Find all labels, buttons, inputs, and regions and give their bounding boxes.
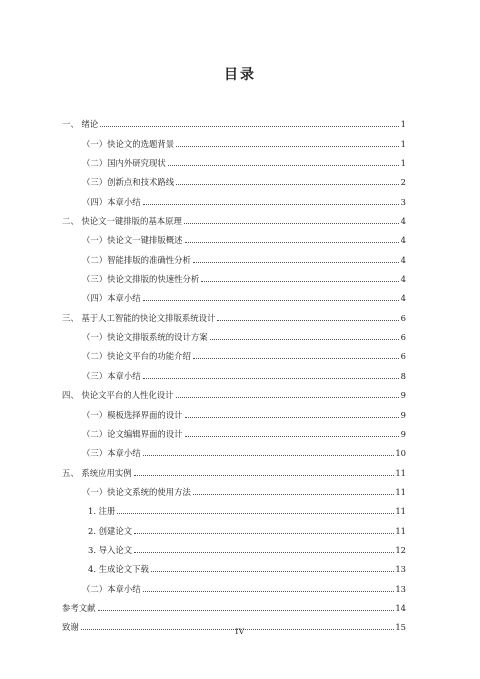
dot-leader (100, 126, 399, 127)
toc-entry[interactable] (62, 478, 406, 497)
toc-entry[interactable] (62, 555, 406, 574)
dot-leader (98, 610, 395, 611)
toc-entry-page-number: 6 (400, 332, 406, 343)
toc-entry[interactable] (62, 245, 406, 264)
toc-entry-label: 参考文献 (62, 602, 96, 613)
dot-leader (134, 552, 394, 553)
toc-entry[interactable] (62, 342, 406, 361)
dot-leader (176, 397, 399, 398)
dot-leader (185, 242, 400, 243)
toc-entry-label: （三）快论文排版的快速性分析 (82, 274, 200, 285)
toc-entry-label: 2. 创建论文 (88, 525, 133, 536)
toc-entry[interactable] (62, 110, 406, 129)
toc-entry[interactable] (62, 303, 406, 322)
toc-entry[interactable] (62, 361, 406, 380)
toc-entry-label: （一）快论文排版系统的设计方案 (82, 332, 208, 343)
dot-leader (134, 533, 394, 534)
toc-entry-label: （三）本章小结 (82, 448, 141, 459)
toc-entry[interactable] (62, 323, 406, 342)
toc-entry-page-number: 10 (395, 448, 406, 459)
toc-entry[interactable] (62, 149, 406, 168)
toc-entry-page-number: 9 (400, 390, 406, 401)
toc-entry-page-number: 3 (400, 196, 406, 207)
dot-leader (210, 339, 399, 340)
toc-entry-page-number: 8 (400, 370, 406, 381)
toc-entry-label: 3. 导入论文 (88, 544, 133, 555)
dot-leader (193, 494, 394, 495)
dot-leader (117, 513, 394, 514)
toc-entry-label: （四）本章小结 (82, 293, 141, 304)
dot-leader (184, 223, 399, 224)
dot-leader (193, 262, 399, 263)
toc-entry[interactable] (62, 574, 406, 593)
toc-entry-label: （二）国内外研究现状 (82, 158, 166, 169)
toc-entry-page-number: 6 (400, 312, 406, 323)
toc-entry-page-number: 4 (400, 216, 406, 227)
toc-entry-label: 致谢 (62, 622, 79, 633)
toc-entry-label: 4. 生成论文下载 (88, 564, 149, 575)
dot-leader (143, 591, 395, 592)
toc-entry-page-number: 13 (395, 583, 406, 594)
toc-entry-page-number: 4 (400, 293, 406, 304)
dot-leader (143, 300, 399, 301)
toc-entry-page-number: 2 (400, 177, 406, 188)
toc-entry-page-number: 11 (395, 525, 406, 536)
toc-entry-page-number: 4 (400, 235, 406, 246)
dot-leader (193, 358, 399, 359)
dot-leader (185, 436, 400, 437)
toc-entry-label: 一、 绪论 (62, 119, 99, 130)
toc-entry-label: 二、 快论文一键排版的基本原理 (62, 216, 182, 227)
toc-entry-label: （三）本章小结 (82, 370, 141, 381)
dot-leader (151, 571, 394, 572)
dot-leader (217, 320, 399, 321)
toc-entry[interactable] (62, 497, 406, 516)
toc-entry[interactable] (62, 458, 406, 477)
toc-entry[interactable] (62, 594, 406, 613)
toc-entry-page-number: 4 (400, 274, 406, 285)
toc-entry-page-number: 1 (400, 138, 406, 149)
toc-entry-label: 1. 注册 (88, 506, 116, 517)
toc-entry[interactable] (62, 536, 406, 555)
toc-entry-label: 四、 快论文平台的人性化设计 (62, 390, 174, 401)
toc-entry[interactable] (62, 439, 406, 458)
toc-entry-label: （三）创新点和技术路线 (82, 177, 175, 188)
toc-entry[interactable] (62, 284, 406, 303)
toc-entry-page-number: 12 (395, 544, 406, 555)
toc-entry-page-number: 9 (400, 428, 406, 439)
toc-entry-label: （一）快论文一键排版概述 (82, 235, 183, 246)
toc-entry[interactable] (62, 187, 406, 206)
toc-entry-label: （一）快论文系统的使用方法 (82, 486, 191, 497)
toc-entry-label: （一）模板选择界面的设计 (82, 409, 183, 420)
dot-leader (176, 146, 399, 147)
toc-entry-page-number: 13 (395, 564, 406, 575)
toc-entry-page-number: 15 (395, 622, 406, 633)
dot-leader (143, 378, 399, 379)
toc-entry[interactable] (62, 226, 406, 245)
toc-entry-label: （二）快论文平台的功能介绍 (82, 351, 191, 362)
toc-entry-page-number: 9 (400, 409, 406, 420)
toc-entry-label: （二）本章小结 (82, 583, 141, 594)
toc-entry-label: （二）论文编辑界面的设计 (82, 428, 183, 439)
dot-leader (185, 417, 400, 418)
toc-entry-page-number: 11 (395, 486, 406, 497)
page-title: 目录 (224, 67, 256, 83)
toc-entry[interactable] (62, 381, 406, 400)
dot-leader (143, 204, 399, 205)
dot-leader (143, 455, 395, 456)
page-number-footer: IV (235, 627, 245, 636)
table-of-contents (62, 110, 406, 632)
toc-entry[interactable] (62, 207, 406, 226)
dot-leader (201, 281, 399, 282)
toc-entry-label: （一）快论文的选题背景 (82, 138, 175, 149)
toc-entry-page-number: 14 (395, 602, 406, 613)
toc-entry-page-number: 6 (400, 351, 406, 362)
dot-leader (168, 165, 399, 166)
toc-entry[interactable] (62, 420, 406, 439)
toc-entry[interactable] (62, 265, 406, 284)
toc-entry-page-number: 1 (400, 158, 406, 169)
toc-entry-label: （二）智能排版的准确性分析 (82, 254, 191, 265)
toc-entry-label: （四）本章小结 (82, 196, 141, 207)
toc-entry-label: 三、 基于人工智能的快论文排版系统设计 (62, 312, 216, 323)
toc-entry-page-number: 11 (395, 467, 406, 478)
dot-leader (176, 184, 399, 185)
toc-entry[interactable] (62, 400, 406, 419)
toc-entry-label: 五、 系统应用实例 (62, 467, 132, 478)
toc-entry-page-number: 11 (395, 506, 406, 517)
toc-entry-page-number: 4 (400, 254, 406, 265)
dot-leader (134, 475, 395, 476)
toc-entry-page-number: 1 (400, 119, 406, 130)
toc-entry[interactable] (62, 168, 406, 187)
toc-entry[interactable] (62, 129, 406, 148)
toc-entry[interactable] (62, 516, 406, 535)
